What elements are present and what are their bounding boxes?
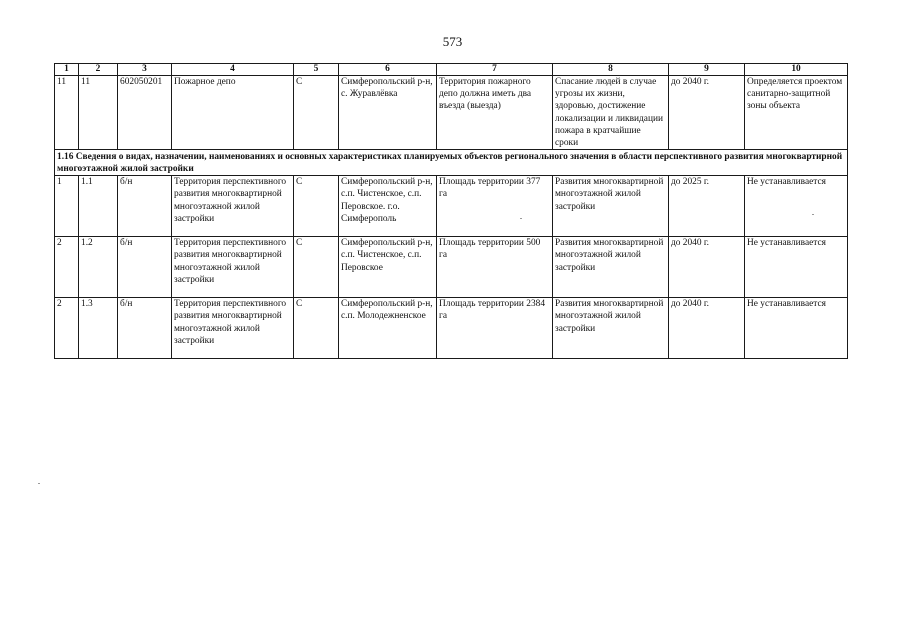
scan-speck — [812, 214, 814, 215]
cell-status: С — [294, 298, 339, 359]
column-header-9: 9 — [669, 64, 745, 76]
cell-number: 2 — [55, 237, 79, 298]
cell-purpose: Развития многоквартирной многоэтажной жилой застройки — [553, 237, 669, 298]
cell-code: 602050201 — [118, 76, 172, 150]
cell-object-name: Территория перспективного развития многоквартирной многоэтажной жилой застройки — [172, 237, 294, 298]
cell-zone: Определяется проектом санитарно-защитной зоны объекта — [745, 76, 848, 150]
planning-table — [54, 63, 848, 359]
column-header-7: 7 — [437, 64, 553, 76]
scan-speck — [38, 483, 40, 484]
cell-number: 2 — [55, 298, 79, 359]
column-header-5: 5 — [294, 64, 339, 76]
cell-location: Симферопольский р-н, с.п. Молодежненское — [339, 298, 437, 359]
cell-deadline: до 2025 г. — [669, 176, 745, 237]
section-heading-row — [55, 150, 848, 176]
table-header — [55, 64, 848, 76]
cell-subnumber: 1.3 — [79, 298, 118, 359]
table-row — [55, 176, 848, 237]
column-header-1: 1 — [55, 64, 79, 76]
cell-characteristics: Площадь территории 377 га — [437, 176, 553, 237]
cell-status: С — [294, 76, 339, 150]
cell-deadline: до 2040 г. — [669, 76, 745, 150]
header-row — [55, 64, 848, 76]
column-header-8: 8 — [553, 64, 669, 76]
column-header-4: 4 — [172, 64, 294, 76]
cell-status: С — [294, 176, 339, 237]
cell-location: Симферопольский р-н, с. Журавлёвка — [339, 76, 437, 150]
cell-location: Симферопольский р-н, с.п. Чистенское, с.п. Перовское. г.о. Симферополь — [339, 176, 437, 237]
cell-characteristics: Площадь территории 2384 га — [437, 298, 553, 359]
cell-subnumber: 1.2 — [79, 237, 118, 298]
cell-purpose: Спасание людей в случае угрозы их жизни, здоровью, достижение локализации и ликвидации пожара в кратчайшие сроки — [553, 76, 669, 150]
cell-zone: Не устанавливается — [745, 176, 848, 237]
column-header-3: 3 — [118, 64, 172, 76]
column-header-6: 6 — [339, 64, 437, 76]
cell-characteristics: Территория пожарного депо должна иметь два въезда (выезда) — [437, 76, 553, 150]
cell-code: б/н — [118, 176, 172, 237]
cell-characteristics: Площадь территории 500 га — [437, 237, 553, 298]
cell-location: Симферопольский р-н, с.п. Чистенское, с.п. Перовское — [339, 237, 437, 298]
cell-status: С — [294, 237, 339, 298]
scan-speck — [520, 218, 522, 219]
table-row-fire-depot — [55, 76, 848, 150]
cell-purpose: Развития многоквартирной многоэтажной жилой застройки — [553, 176, 669, 237]
cell-object-name: Территория перспективного развития многоквартирной многоэтажной жилой застройки — [172, 298, 294, 359]
cell-zone: Не устанавливается — [745, 237, 848, 298]
table-row — [55, 237, 848, 298]
cell-number: 1 — [55, 176, 79, 237]
cell-deadline: до 2040 г. — [669, 237, 745, 298]
page-number: 573 — [442, 34, 463, 49]
cell-subnumber: 1.1 — [79, 176, 118, 237]
column-header-2: 2 — [79, 64, 118, 76]
cell-purpose: Развития многоквартирной многоэтажной жилой застройки — [553, 298, 669, 359]
cell-code: б/н — [118, 298, 172, 359]
column-header-10: 10 — [745, 64, 848, 76]
cell-zone: Не устанавливается — [745, 298, 848, 359]
cell-object-name: Пожарное депо — [172, 76, 294, 150]
section-heading: 1.16 Сведения о видах, назначении, наименованиях и основных характеристиках планируемых объектов регионального значения в области перспективного развития многоквартирной многоэтажной жилой застройки — [55, 150, 848, 176]
table-row — [55, 298, 848, 359]
cell-deadline: до 2040 г. — [669, 298, 745, 359]
cell-number: 11 — [55, 76, 79, 150]
cell-object-name: Территория перспективного развития многоквартирной многоэтажной жилой застройки — [172, 176, 294, 237]
cell-subnumber: 11 — [79, 76, 118, 150]
cell-code: б/н — [118, 237, 172, 298]
